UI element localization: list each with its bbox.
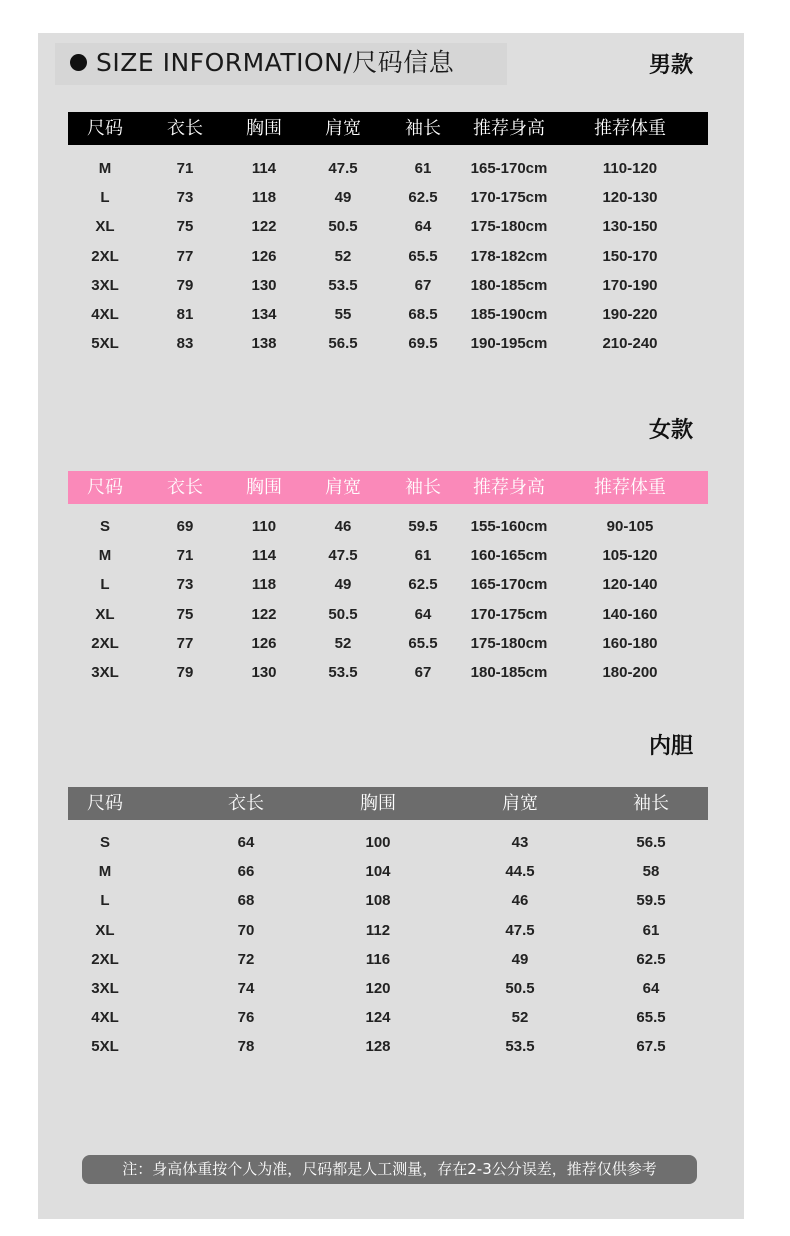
table-cell: S bbox=[99, 834, 111, 851]
table-cell: 52 bbox=[334, 247, 352, 265]
table-cell: XL bbox=[95, 218, 115, 236]
column-header: 袖长 bbox=[405, 477, 441, 498]
table-cell: 5XL bbox=[91, 335, 119, 353]
table-row bbox=[68, 634, 708, 654]
table-cell: 62.5 bbox=[408, 576, 438, 594]
table-cell: 3XL bbox=[91, 664, 119, 681]
table-cell: 53.5 bbox=[328, 664, 358, 681]
column-header: 袖长 bbox=[633, 793, 669, 814]
table-cell: 118 bbox=[251, 576, 277, 594]
table-row bbox=[68, 833, 708, 853]
table-cell: 118 bbox=[251, 189, 277, 207]
column-header: 推荐体重 bbox=[594, 118, 666, 139]
table-cell: 78 bbox=[237, 1038, 255, 1056]
table-cell: 126 bbox=[251, 634, 277, 652]
column-header: 推荐身高 bbox=[473, 477, 545, 498]
table-row bbox=[68, 188, 708, 208]
column-header: 衣长 bbox=[167, 118, 203, 139]
table-cell: 68 bbox=[237, 892, 255, 910]
table-cell: 65.5 bbox=[636, 1009, 666, 1027]
table-cell: 49 bbox=[511, 950, 529, 968]
table-cell: 65.5 bbox=[408, 247, 438, 265]
table-cell: 50.5 bbox=[328, 605, 358, 623]
table-cell: 71 bbox=[176, 160, 194, 177]
table-cell: 155-160cm bbox=[470, 518, 548, 535]
table-cell: 47.5 bbox=[328, 547, 358, 565]
table-cell: 165-170cm bbox=[470, 160, 548, 177]
table-cell: 4XL bbox=[91, 306, 119, 323]
table-row bbox=[68, 305, 708, 325]
table-cell: 46 bbox=[511, 892, 529, 910]
disclaimer-note: 注：身高体重按个人为准，尺码都是人工测量，存在2-3公分误差，推荐仅供参考 bbox=[82, 1155, 697, 1184]
table-cell: 50.5 bbox=[505, 980, 535, 997]
column-header: 肩宽 bbox=[325, 477, 361, 498]
table-cell: 190-195cm bbox=[470, 335, 548, 353]
table-cell: 77 bbox=[176, 247, 194, 265]
table-cell: 112 bbox=[365, 921, 391, 939]
table-cell: 77 bbox=[176, 634, 194, 652]
table-row bbox=[68, 1037, 708, 1057]
table-cell: 52 bbox=[334, 634, 352, 652]
liner-section-title: 内胆 bbox=[648, 734, 693, 759]
table-cell: 61 bbox=[414, 547, 432, 565]
table-cell: 110-120 bbox=[602, 160, 658, 177]
table-cell: 79 bbox=[176, 664, 194, 681]
table-cell: 2XL bbox=[91, 950, 119, 968]
table-cell: XL bbox=[95, 605, 115, 623]
table-cell: 140-160 bbox=[602, 605, 658, 623]
table-cell: 47.5 bbox=[505, 921, 535, 939]
table-cell: 210-240 bbox=[602, 335, 658, 353]
table-cell: 160-180 bbox=[602, 634, 658, 652]
table-cell: L bbox=[100, 189, 110, 207]
table-cell: 69.5 bbox=[408, 335, 438, 353]
table-cell: 53.5 bbox=[328, 276, 358, 294]
table-cell: 73 bbox=[176, 189, 194, 207]
table-cell: 90-105 bbox=[606, 518, 654, 535]
table-cell: L bbox=[100, 892, 110, 910]
table-cell: 59.5 bbox=[408, 518, 438, 535]
table-cell: L bbox=[100, 576, 110, 594]
table-cell: 67 bbox=[414, 276, 432, 294]
table-row bbox=[68, 276, 708, 296]
table-cell: 56.5 bbox=[636, 834, 666, 851]
table-cell: M bbox=[98, 547, 112, 565]
table-cell: 104 bbox=[365, 863, 391, 881]
table-cell: 170-175cm bbox=[470, 605, 548, 623]
column-header: 胸围 bbox=[246, 477, 282, 498]
table-row bbox=[68, 950, 708, 970]
women-section-title: 女款 bbox=[648, 418, 693, 443]
table-cell: 75 bbox=[176, 218, 194, 236]
table-cell: 105-120 bbox=[602, 547, 658, 565]
table-cell: 180-200 bbox=[602, 664, 658, 681]
table-cell: 56.5 bbox=[328, 335, 358, 353]
table-cell: 175-180cm bbox=[470, 218, 548, 236]
table-cell: 47.5 bbox=[328, 160, 358, 177]
table-cell: 122 bbox=[251, 218, 277, 236]
table-cell: 62.5 bbox=[408, 189, 438, 207]
page-title: SIZE INFORMATION/尺码信息 bbox=[96, 48, 455, 77]
table-cell: 160-165cm bbox=[470, 547, 548, 565]
table-row bbox=[68, 546, 708, 566]
table-cell: 61 bbox=[642, 921, 660, 939]
table-cell: 74 bbox=[237, 980, 255, 997]
column-header: 尺码 bbox=[87, 118, 123, 139]
table-cell: 71 bbox=[176, 547, 194, 565]
table-cell: 64 bbox=[237, 834, 255, 851]
table-cell: 114 bbox=[251, 547, 277, 565]
men-table-header bbox=[68, 112, 708, 145]
table-row bbox=[68, 517, 708, 537]
table-cell: M bbox=[98, 160, 112, 177]
table-row bbox=[68, 862, 708, 882]
table-cell: 190-220 bbox=[602, 306, 658, 323]
table-cell: 130-150 bbox=[602, 218, 658, 236]
table-cell: 128 bbox=[365, 1038, 391, 1056]
table-cell: 72 bbox=[237, 950, 255, 968]
table-cell: 83 bbox=[176, 335, 194, 353]
table-cell: 185-190cm bbox=[470, 306, 548, 323]
table-cell: 2XL bbox=[91, 247, 119, 265]
women-table-header bbox=[68, 471, 708, 504]
table-cell: 178-182cm bbox=[470, 247, 548, 265]
table-cell: 69 bbox=[176, 518, 194, 535]
table-cell: 2XL bbox=[91, 634, 119, 652]
table-cell: 58 bbox=[642, 863, 660, 881]
column-header: 胸围 bbox=[246, 118, 282, 139]
table-cell: 59.5 bbox=[636, 892, 666, 910]
table-cell: 180-185cm bbox=[470, 664, 548, 681]
table-cell: 130 bbox=[251, 276, 277, 294]
table-cell: 49 bbox=[334, 189, 352, 207]
table-cell: S bbox=[99, 518, 111, 535]
liner-table-header bbox=[68, 787, 708, 820]
table-row bbox=[68, 575, 708, 595]
table-cell: 67 bbox=[414, 664, 432, 681]
table-cell: 175-180cm bbox=[470, 634, 548, 652]
column-header: 袖长 bbox=[405, 118, 441, 139]
table-cell: 126 bbox=[251, 247, 277, 265]
column-header: 尺码 bbox=[87, 793, 123, 814]
table-cell: 120-140 bbox=[602, 576, 658, 594]
table-cell: 44.5 bbox=[505, 863, 535, 881]
table-cell: 52 bbox=[511, 1009, 529, 1027]
table-cell: 64 bbox=[414, 605, 432, 623]
table-cell: 46 bbox=[334, 518, 352, 535]
table-row bbox=[68, 334, 708, 354]
table-cell: 64 bbox=[642, 980, 660, 997]
table-cell: 108 bbox=[365, 892, 391, 910]
table-cell: 5XL bbox=[91, 1038, 119, 1056]
table-cell: 120-130 bbox=[602, 189, 658, 207]
table-cell: XL bbox=[95, 921, 115, 939]
table-cell: 62.5 bbox=[636, 950, 666, 968]
table-cell: 70 bbox=[237, 921, 255, 939]
table-cell: 79 bbox=[176, 276, 194, 294]
table-cell: 110 bbox=[251, 518, 277, 535]
table-row bbox=[68, 891, 708, 911]
table-cell: 49 bbox=[334, 576, 352, 594]
column-header: 胸围 bbox=[360, 793, 396, 814]
table-cell: 165-170cm bbox=[470, 576, 548, 594]
table-cell: 100 bbox=[365, 834, 391, 851]
table-cell: 134 bbox=[251, 306, 277, 323]
table-cell: 50.5 bbox=[328, 218, 358, 236]
table-row bbox=[68, 1008, 708, 1028]
table-cell: M bbox=[98, 863, 112, 881]
table-row bbox=[68, 979, 708, 999]
bullet-icon bbox=[70, 54, 87, 71]
table-cell: 3XL bbox=[91, 980, 119, 997]
table-row bbox=[68, 663, 708, 683]
table-row bbox=[68, 159, 708, 179]
table-cell: 124 bbox=[365, 1009, 391, 1027]
column-header: 衣长 bbox=[167, 477, 203, 498]
table-cell: 81 bbox=[176, 306, 194, 323]
table-row bbox=[68, 217, 708, 237]
table-cell: 170-190 bbox=[602, 276, 658, 294]
table-row bbox=[68, 921, 708, 941]
table-cell: 61 bbox=[414, 160, 432, 177]
table-cell: 65.5 bbox=[408, 634, 438, 652]
table-cell: 138 bbox=[251, 335, 277, 353]
table-cell: 73 bbox=[176, 576, 194, 594]
column-header: 肩宽 bbox=[325, 118, 361, 139]
table-cell: 67.5 bbox=[636, 1038, 666, 1056]
column-header: 推荐体重 bbox=[594, 477, 666, 498]
table-cell: 122 bbox=[251, 605, 277, 623]
table-cell: 150-170 bbox=[602, 247, 658, 265]
table-cell: 66 bbox=[237, 863, 255, 881]
table-cell: 53.5 bbox=[505, 1038, 535, 1056]
table-cell: 64 bbox=[414, 218, 432, 236]
table-cell: 4XL bbox=[91, 1009, 119, 1027]
table-cell: 76 bbox=[237, 1009, 255, 1027]
table-cell: 75 bbox=[176, 605, 194, 623]
table-cell: 114 bbox=[251, 160, 277, 177]
column-header: 推荐身高 bbox=[473, 118, 545, 139]
table-cell: 120 bbox=[365, 980, 391, 997]
table-cell: 68.5 bbox=[408, 306, 438, 323]
column-header: 肩宽 bbox=[502, 793, 538, 814]
table-cell: 3XL bbox=[91, 276, 119, 294]
table-row bbox=[68, 247, 708, 267]
table-cell: 180-185cm bbox=[470, 276, 548, 294]
table-cell: 43 bbox=[511, 834, 529, 851]
table-cell: 116 bbox=[365, 950, 391, 968]
table-cell: 130 bbox=[251, 664, 277, 681]
column-header: 尺码 bbox=[87, 477, 123, 498]
column-header: 衣长 bbox=[228, 793, 264, 814]
men-section-title: 男款 bbox=[648, 53, 693, 78]
table-row bbox=[68, 605, 708, 625]
table-cell: 55 bbox=[334, 306, 352, 323]
table-cell: 170-175cm bbox=[470, 189, 548, 207]
